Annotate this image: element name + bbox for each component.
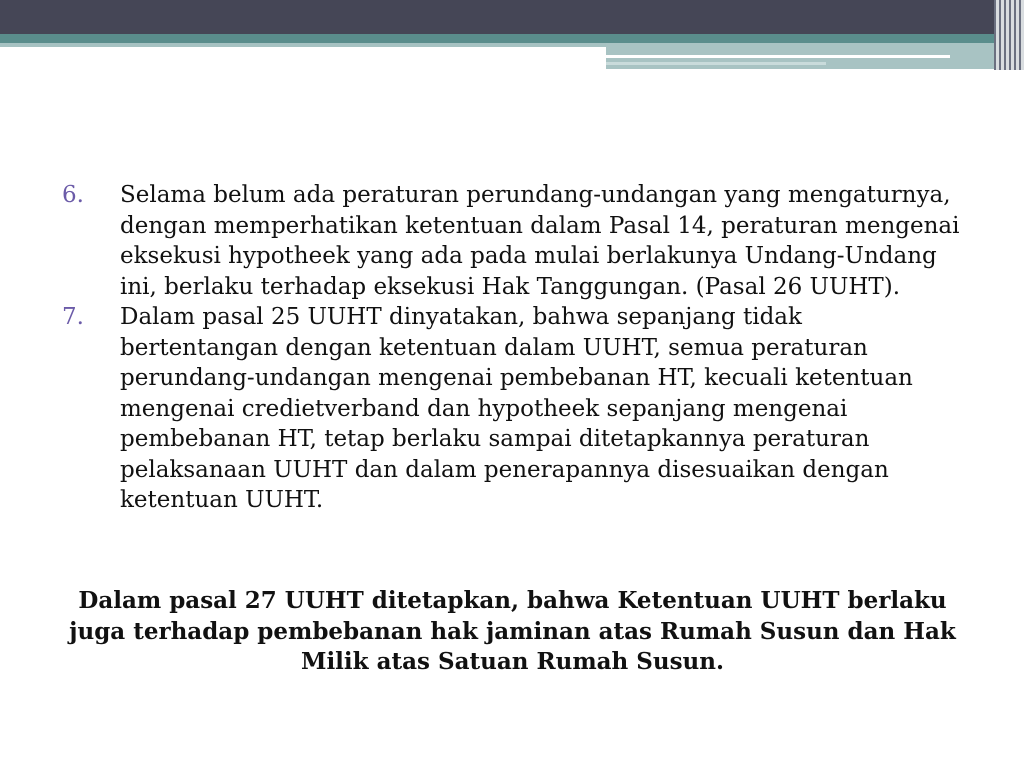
list-item-7	[60, 302, 965, 516]
list-number: 6.	[62, 182, 84, 208]
header-accent-line-secondary	[606, 62, 826, 65]
header-dark-bar	[0, 0, 994, 34]
header-light-bar	[0, 43, 606, 47]
header-accent-line	[606, 55, 950, 58]
numbered-list	[60, 180, 965, 516]
list-item-6	[60, 180, 965, 302]
list-item-text: Dalam pasal 25 UUHT dinyatakan, bahwa sepanjang tidak bertentangan dengan ketentuan dalam UUHT, semua peraturan perundang-undangan mengenai pembebanan HT, kecuali ketentuan mengenai credietverband dan hypotheek sepanjang mengenai pembebanan HT, tetap berlaku sampai ditetapkannya peraturan pelaksanaan UUHT dan dalam penerapannya disesuaikan dengan ketentuan UUHT.	[120, 304, 913, 513]
list-number: 7.	[62, 304, 84, 330]
summary-paragraph: Dalam pasal 27 UUHT ditetapkan, bahwa Ketentuan UUHT berlaku juga terhadap pembebanan hak jaminan atas Rumah Susun dan Hak Milik atas Satuan Rumah Susun.	[69, 587, 956, 675]
header-teal-bar	[0, 34, 994, 43]
list-item-text: Selama belum ada peraturan perundang-undangan yang mengaturnya, dengan memperhatikan ketentuan dalam Pasal 14, peraturan mengenai eksekusi hypotheek yang ada pada mulai berlakunya Undang-Undang ini, berlaku terhadap eksekusi Hak Tanggungan. (Pasal 26 UUHT).	[120, 182, 960, 300]
slide-header-banner	[0, 0, 1024, 70]
header-stripes-decoration	[994, 0, 1024, 70]
